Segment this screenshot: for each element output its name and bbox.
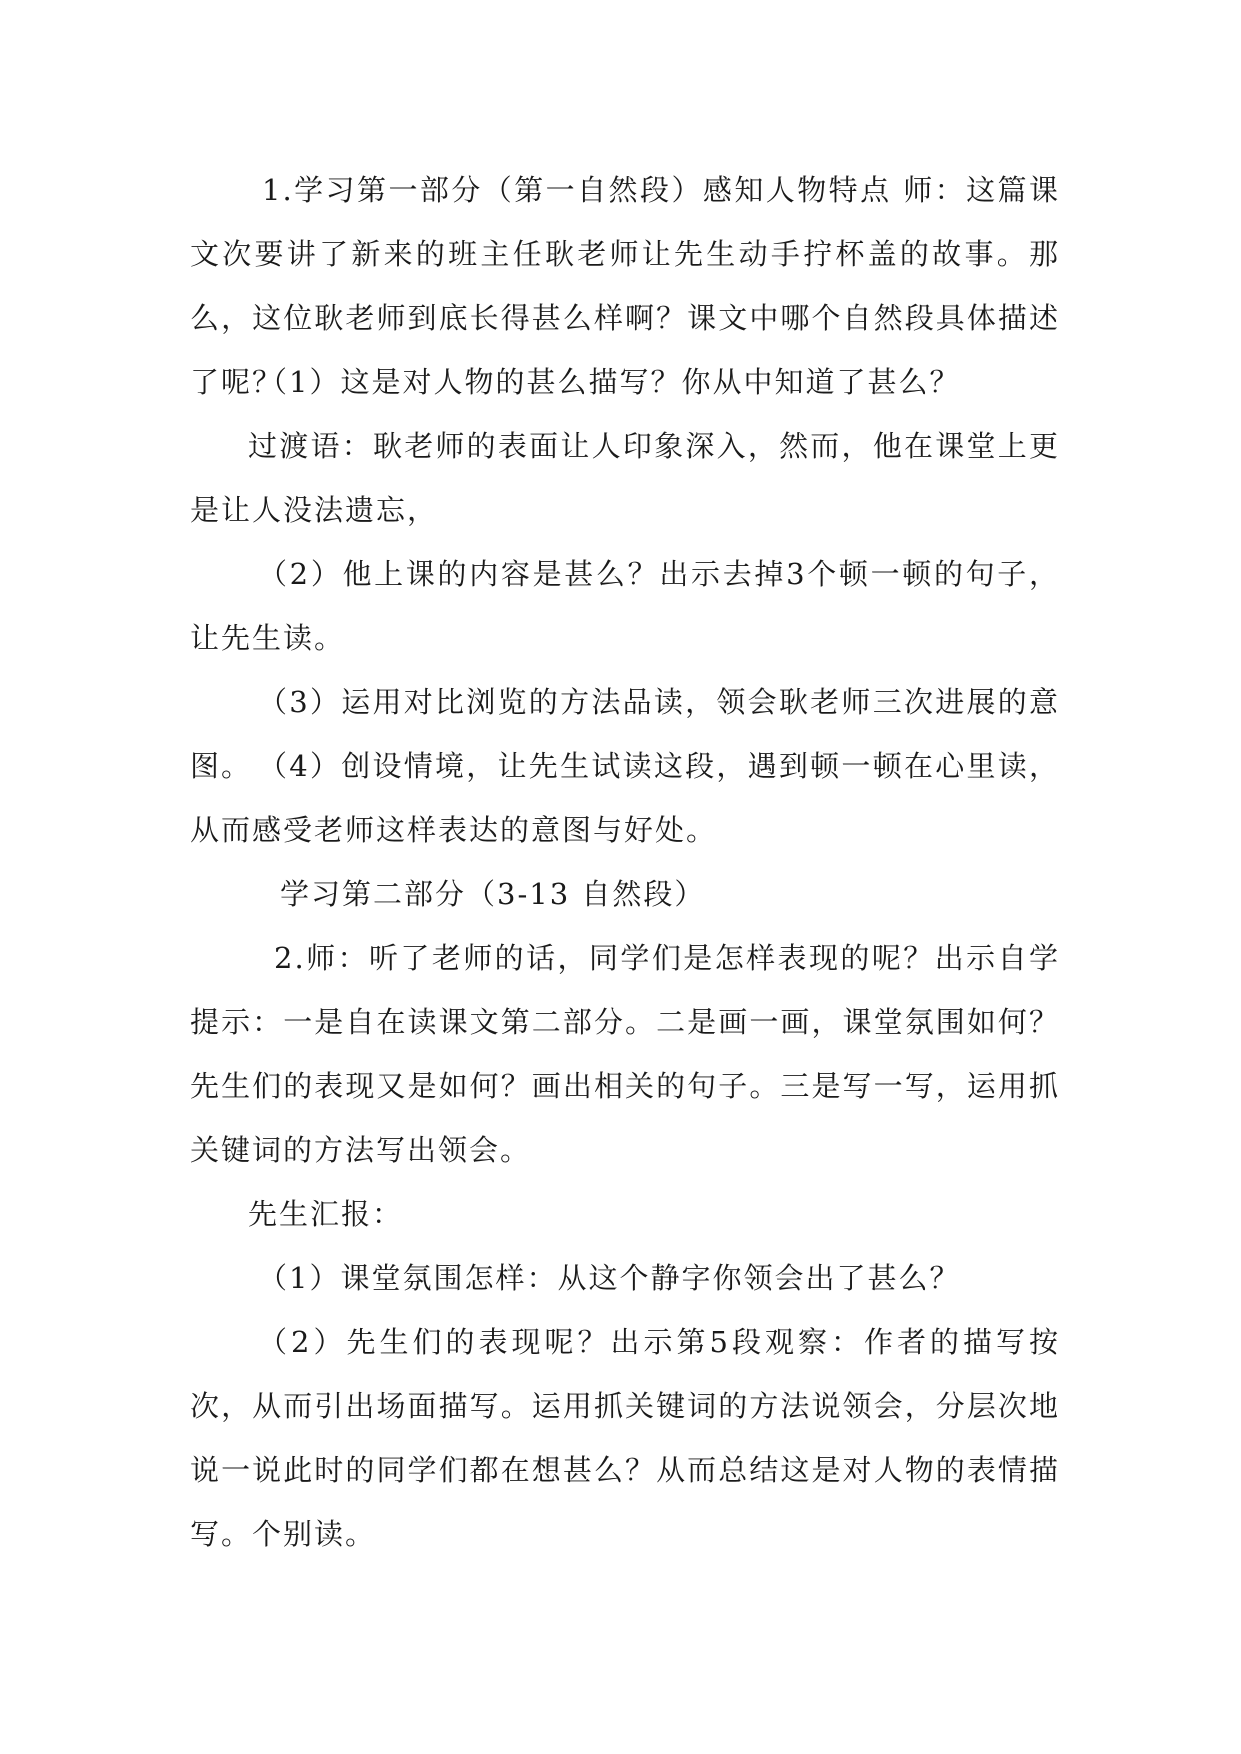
paragraph-5: （3）运用对比浏览的方法品读，领会耿老师三次进展的意图。 (190, 685, 1060, 783)
paragraph-6: （4）创设情境，让先生试读这段，遇到顿一顿在心里读，从而感受老师这样表达的意图与好处。 (190, 749, 1060, 847)
paragraph-3: 过渡语：耿老师的表面让人印象深入，然而，他在课堂上更是让人没法遗忘， (190, 429, 1060, 527)
paragraph-10: （1）课堂氛围怎样：从这个静字你领会出了甚么？ (258, 1261, 961, 1295)
paragraph-4: （2）他上课的内容是甚么？出示去掉3个顿一顿的句子，让先生读。 (190, 557, 1060, 655)
paragraph-8: 2.师：听了老师的话，同学们是怎样表现的呢？出示自学提示：一是自在读课文第二部分。二是画一画，课堂氛围如何？先生们的表现又是如何？画出相关的句子。三是写一写，运用抓关键词的方法写出领会。 (190, 941, 1060, 1167)
paragraph-7: 学习第二部分（3-13 自然段） (280, 877, 706, 911)
paragraph-1: 1.学习第一部分（第一自然段）感知人物特点 师：这篇课文次要讲了新来的班主任耿老师让先生动手拧杯盖的故事。那么，这位耿老师到底长得甚么样啊？课文中哪个自然段具体描述了呢？ (190, 173, 1060, 399)
paragraph-11: （2）先生们的表现呢？出示第5段观察：作者的描写按次，从而引出场面描写。运用抓关键词的方法说领会，分层次地说一说此时的同学们都在想甚么？从而总结这是对人物的表情描写。个别读。 (190, 1325, 1060, 1551)
paragraph-2: （1）这是对人物的甚么描写？你从中知道了甚么？ (258, 365, 961, 399)
paragraph-9: 先生汇报： (248, 1197, 404, 1231)
